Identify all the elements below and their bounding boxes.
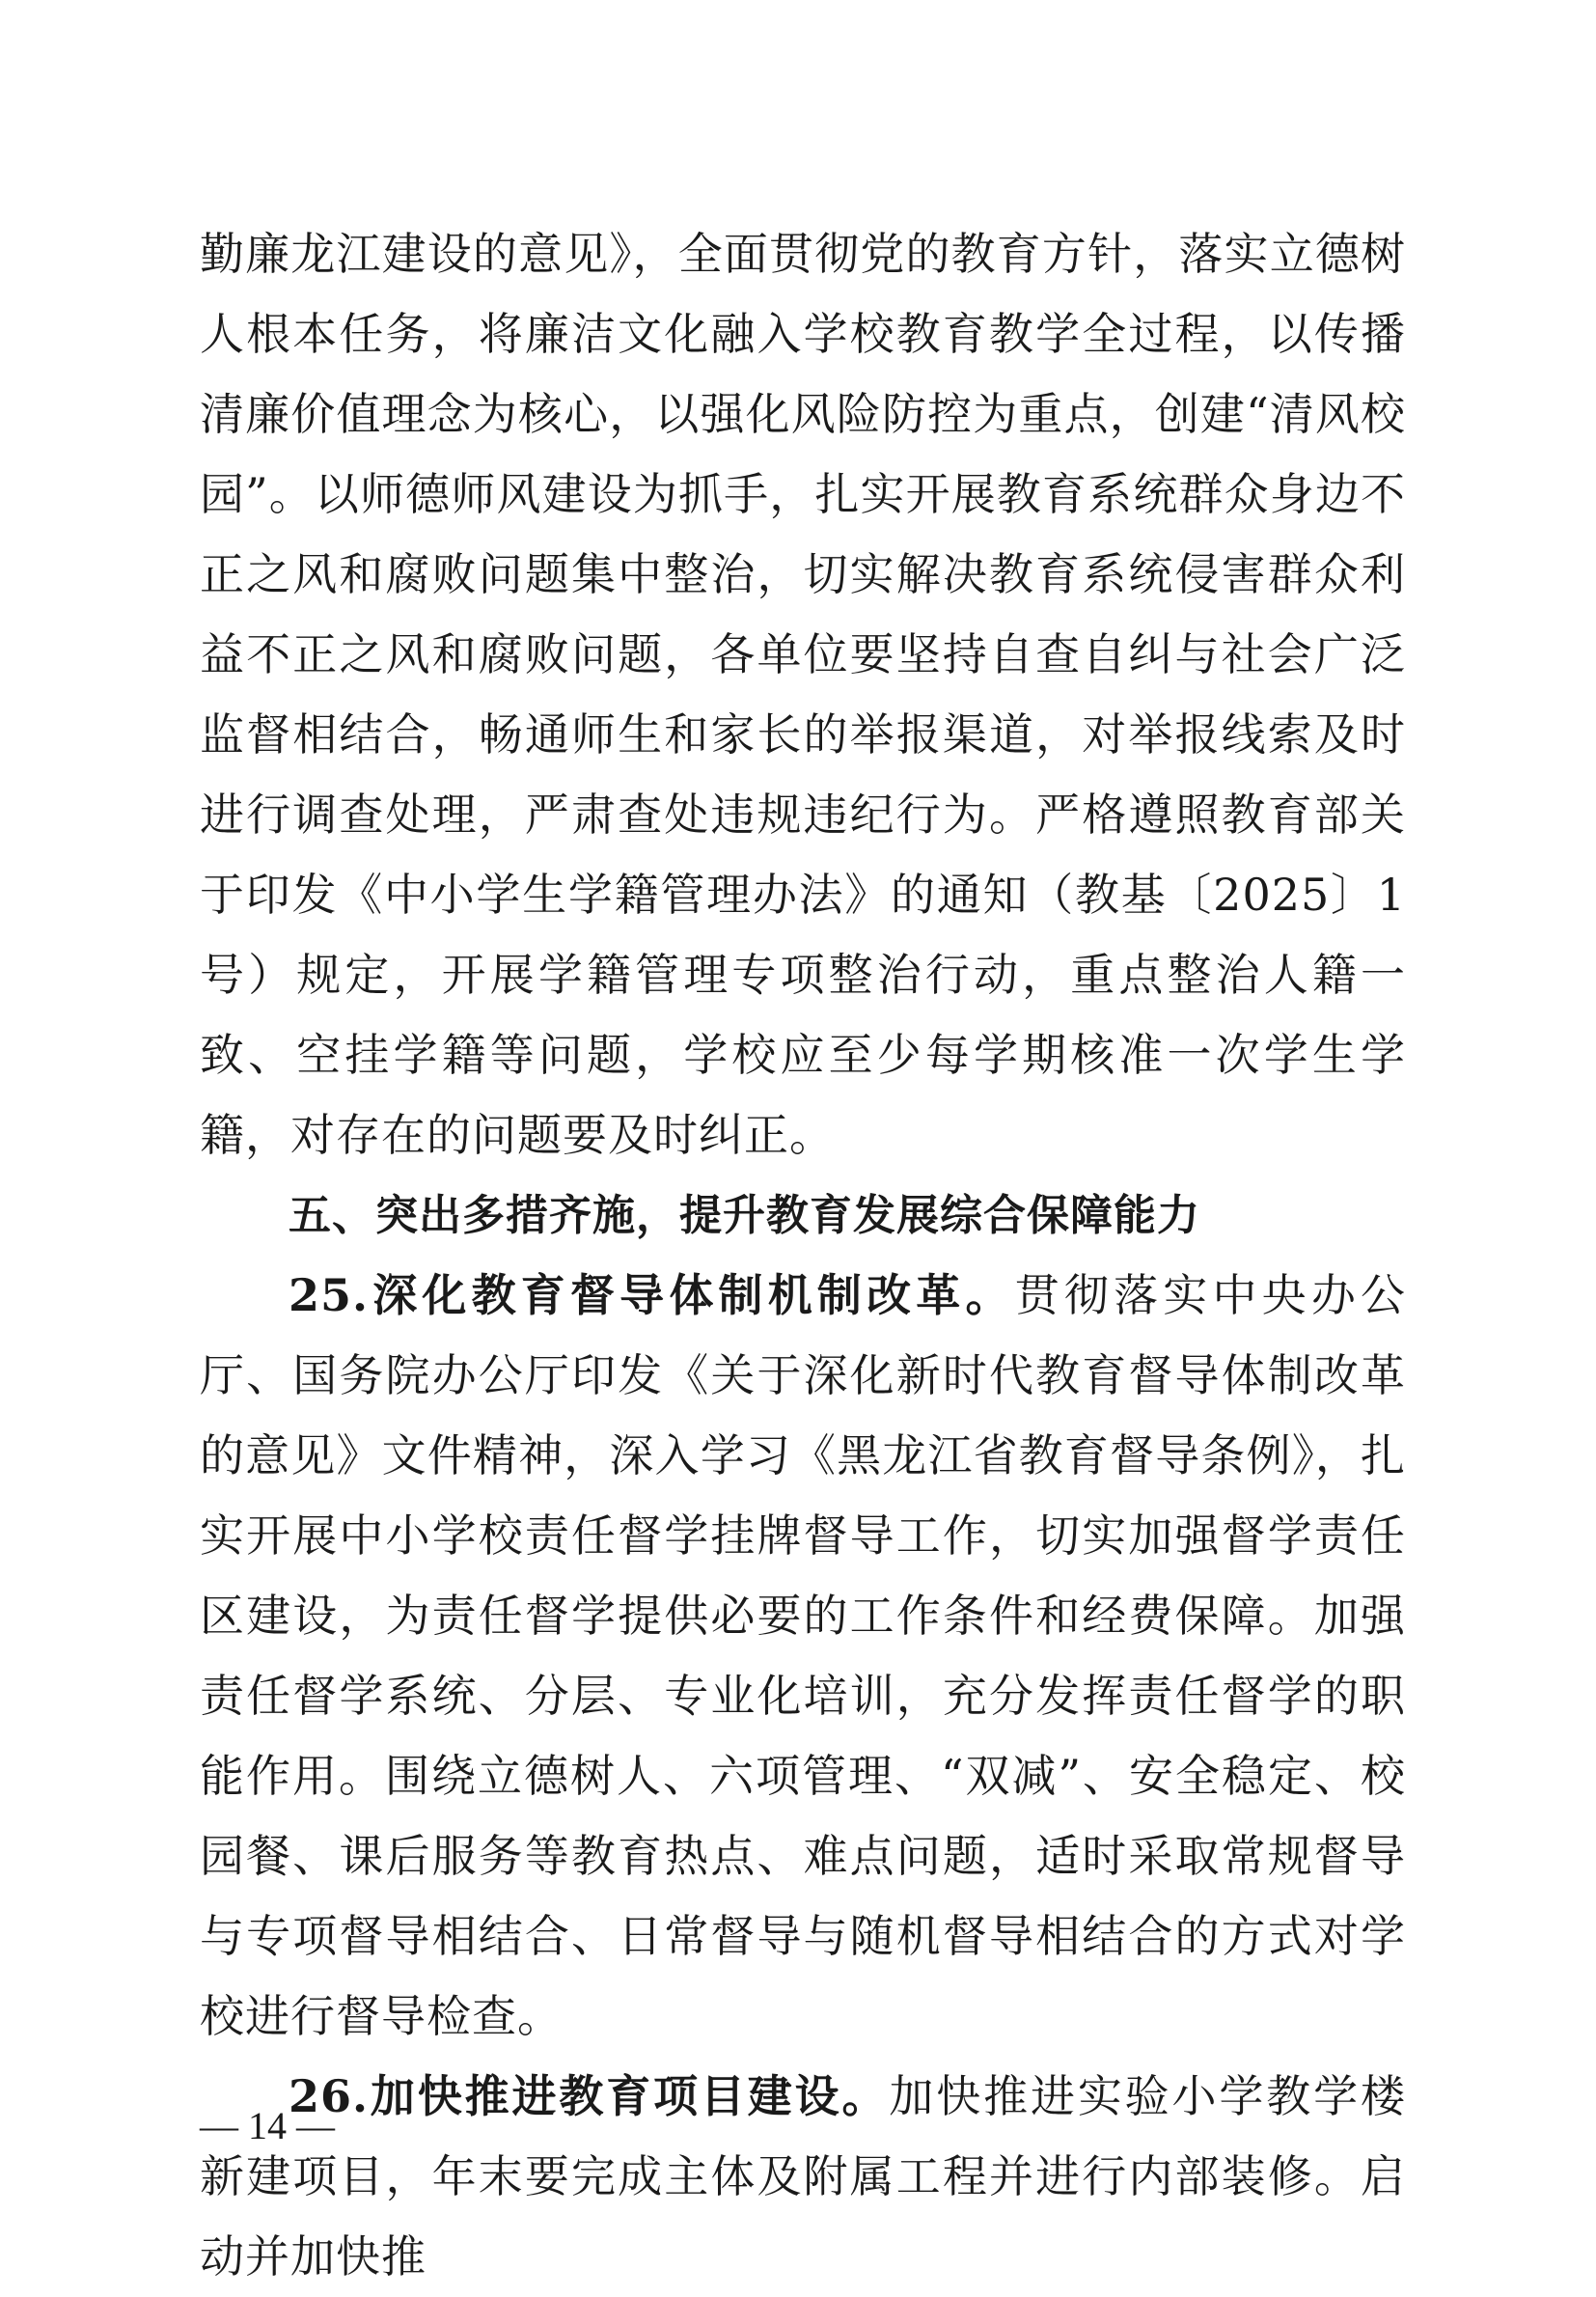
paragraph-text: 勤廉龙江建设的意见》，全面贯彻党的教育方针，落实立德树人根本任务，将廉洁文化融入学校教育教学全过程，以传播清廉价值理念为核心，以强化风险防控为重点，创建“清风校园”。以师德师风建设为抓手，扎实开展教育系统群众身边不正之风和腐败问题集中整治，切实解决教育系统侵害群众利益不正之风和腐败问题，各单位要坚持自查自纠与社会广泛监督相结合，畅通师生和家长的举报渠道，对举报线索及时进行调查处理，严肃查处违规违纪行为。严格遵照教育部关于印发《中小学生学籍管理办法》的通知（教基〔2025〕1号）规定，开展学籍管理专项整治行动，重点整治人籍一致、空挂学籍等问题，学校应至少每学期核准一次学生学籍，对存在的问题要及时纠正。 xyxy=(200,228,1406,1161)
item-lead: 25.深化教育督导体制机制改革。 xyxy=(289,1269,1015,1321)
paragraph-text: 加快推进实验小学教学楼新建项目，年末要完成主体及附属工程并进行内部装修。启动并加快推 xyxy=(200,2070,1406,2283)
item-lead: 26.加快推进教育项目建设。 xyxy=(289,2070,890,2122)
paragraph-continuation xyxy=(200,214,1406,1176)
paragraph-item-26 xyxy=(200,2057,1406,2297)
body-text xyxy=(200,214,1406,2297)
paragraph-item-25 xyxy=(200,1256,1406,2057)
section-heading: 五、突出多措齐施，提升教育发展综合保障能力 xyxy=(289,1191,1200,1240)
page-number: — 14 — xyxy=(200,2104,335,2147)
paragraph-text: 贯彻落实中央办公厅、国务院办公厅印发《关于深化新时代教育督导体制改革的意见》文件精神，深入学习《黑龙江省教育督导条例》，扎实开展中小学校责任督学挂牌督导工作，切实加强督学责任区建设，为责任督学提供必要的工作条件和经费保障。加强责任督学系统、分层、专业化培训，充分发挥责任督学的职能作用。围绕立德树人、六项管理、“双减”、安全稳定、校园餐、课后服务等教育热点、难点问题，适时采取常规督导与专项督导相结合、日常督导与随机督导相结合的方式对学校进行督导检查。 xyxy=(200,1269,1407,2042)
